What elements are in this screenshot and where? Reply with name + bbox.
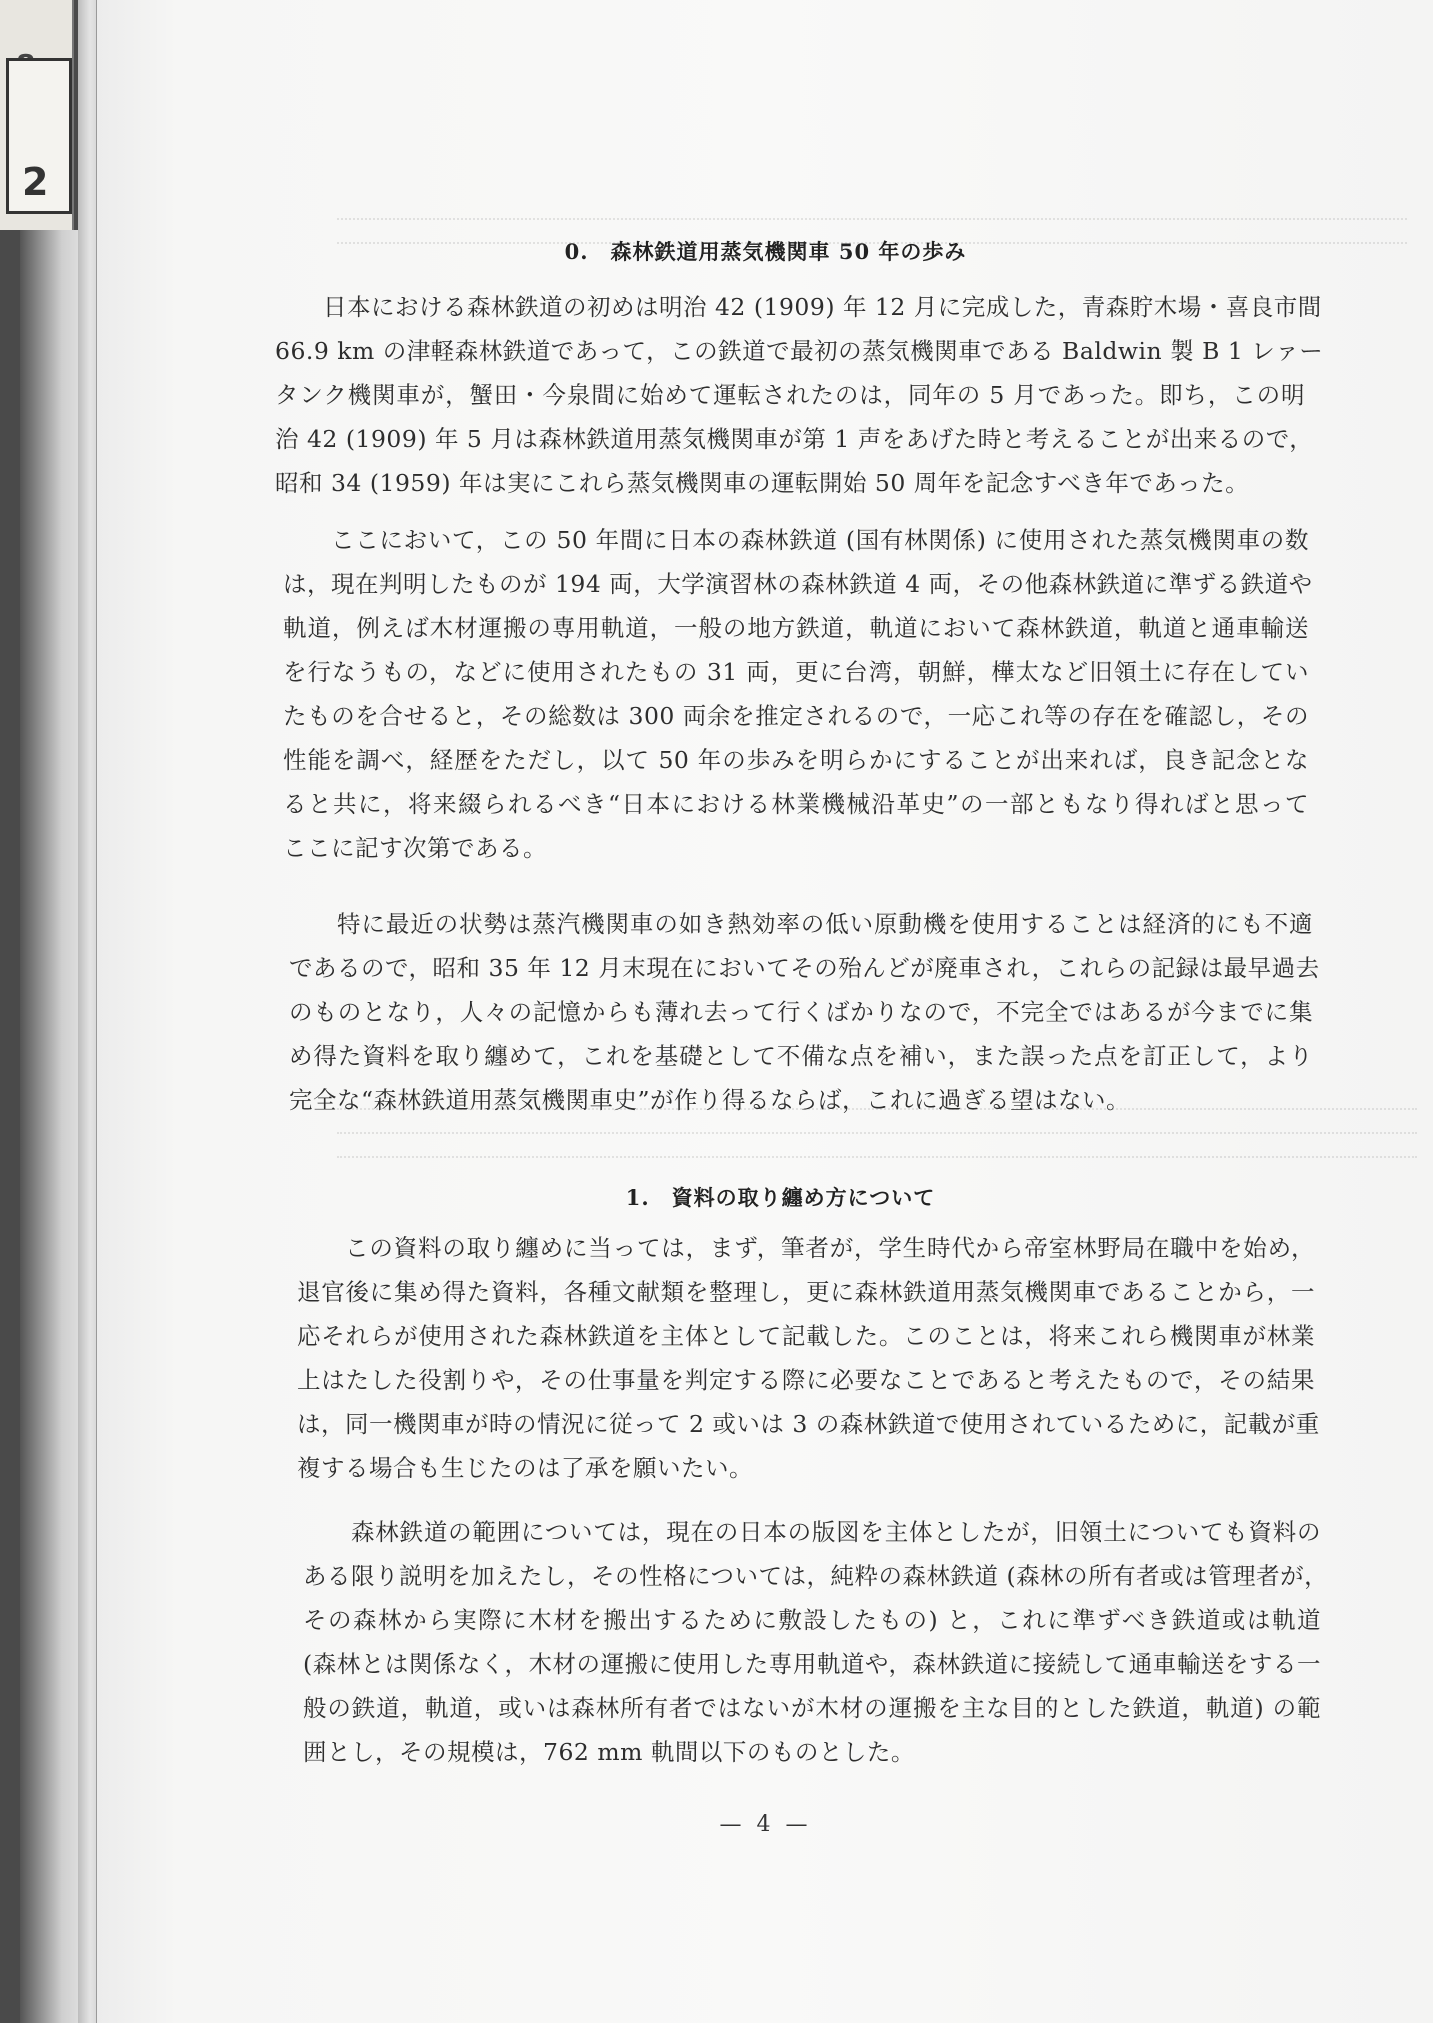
section-0-paragraph-3 bbox=[289, 902, 1320, 1122]
index-tab-label: 2 bbox=[22, 160, 49, 204]
text-line: ると共に，将来綴られるべき“日本における林業機械沿革史”の一部ともなり得ればと思って bbox=[283, 790, 1309, 818]
text-line: 性能を調べ，経歴をただし，以て 50 年の歩みを明らかにすることが出来れば，良き記念とな bbox=[283, 746, 1309, 774]
index-tab bbox=[0, 0, 74, 230]
text-line: 応それらが使用された森林鉄道を主体として記載した。このことは，将来これら機関車が林業 bbox=[297, 1322, 1315, 1350]
show-through-line bbox=[337, 218, 1407, 221]
text-line: 昭和 34 (1959) 年は実にこれら蒸気機関車の運転開始 50 周年を記念すべき年であった。 bbox=[275, 469, 1250, 497]
section-0-paragraph-2 bbox=[283, 518, 1313, 870]
section-1-paragraph-2 bbox=[303, 1510, 1329, 1774]
section-1-paragraph-1 bbox=[297, 1226, 1320, 1490]
text-line: ある限り説明を加えたし，その性格については，純粋の森林鉄道 (森林の所有者或は管理者が， bbox=[303, 1562, 1329, 1590]
text-line: 特に最近の状勢は蒸汽機関車の如き熱効率の低い原動機を使用することは経済的にも不適 bbox=[337, 910, 1313, 938]
text-line: 日本における森林鉄道の初めは明治 42 (1909) 年 12 月に完成した，青森貯木場・喜良市間 bbox=[323, 293, 1322, 321]
show-through-line bbox=[337, 1156, 1417, 1159]
text-line: 66.9 km の津軽森林鉄道であって，この鉄道で最初の蒸気機関車である Baldwin 製 B 1 レァー bbox=[275, 337, 1324, 365]
text-line: は，現在判明したものが 194 両，大学演習林の森林鉄道 4 両，その他森林鉄道に準ずる鉄道や bbox=[283, 570, 1313, 598]
text-line: であるので，昭和 35 年 12 月末現在においてその殆んどが廃車され，これらの記録は最早過去 bbox=[289, 954, 1320, 982]
section-0-number: 0. bbox=[564, 239, 589, 264]
text-line: タンク機関車が，蟹田・今泉間に始めて運転されたのは，同年の 5 月であった。即ち，この明 bbox=[275, 381, 1305, 409]
text-line: のものとなり，人々の記憶からも薄れ去って行くばかりなので，不完全ではあるが今までに集 bbox=[289, 998, 1313, 1026]
text-line: 軌道，例えば木材運搬の専用軌道，一般の地方鉄道，軌道において森林鉄道，軌道と通車輸送 bbox=[283, 614, 1309, 642]
section-0-title: 森林鉄道用蒸気機関車 50 年の歩み bbox=[610, 239, 967, 264]
text-line: たものを合せると，その総数は 300 両余を推定されるので，一応これ等の存在を確認し，その bbox=[283, 702, 1309, 730]
text-line: ここにおいて，この 50 年間に日本の森林鉄道 (国有林関係) に使用された蒸気機関車の数 bbox=[331, 526, 1309, 554]
section-0-paragraph-1 bbox=[275, 285, 1324, 505]
show-through-line bbox=[337, 1132, 1417, 1135]
section-1-title: 資料の取り纏め方について bbox=[671, 1185, 936, 1210]
text-line: ここに記す次第である。 bbox=[283, 834, 547, 862]
text-line: 森林鉄道の範囲については，現在の日本の版図を主体としたが，旧領土についても資料の bbox=[351, 1518, 1321, 1546]
text-line: (森林とは関係なく，木材の運搬に使用した専用軌道や，森林鉄道に接続して通車輸送をする一 bbox=[303, 1650, 1321, 1678]
text-line: は，同一機関車が時の情況に従って 2 或いは 3 の森林鉄道で使用されているために，記載が重 bbox=[297, 1410, 1320, 1438]
text-line: 退官後に集め得た資料，各種文献類を整理し，更に森林鉄道用蒸気機関車であることから，一 bbox=[297, 1278, 1315, 1306]
text-line: この資料の取り纏めに当っては，まず，筆者が，学生時代から帝室林野局在職中を始め， bbox=[345, 1234, 1315, 1262]
text-line: その森林から実際に木材を搬出するために敷設したもの) と，これに準ずべき鉄道或は軌道 bbox=[303, 1606, 1321, 1634]
text-line: 般の鉄道，軌道，或いは森林所有者ではないが木材の運搬を主な目的とした鉄道，軌道) の範 bbox=[303, 1694, 1321, 1722]
text-line: を行なうもの，などに使用されたもの 31 両，更に台湾，朝鮮，樺太など旧領土に存在してい bbox=[283, 658, 1309, 686]
document-page bbox=[96, 0, 1433, 2023]
section-1-heading bbox=[97, 1182, 1433, 1212]
section-1-number: 1. bbox=[625, 1185, 650, 1210]
text-line: 完全な“森林鉄道用蒸気機関車史”が作り得るならば，これに過ぎる望はない。 bbox=[289, 1086, 1131, 1114]
text-line: 治 42 (1909) 年 5 月は森林鉄道用蒸気機関車が第 1 声をあげた時と考えることが出来るので， bbox=[275, 425, 1314, 453]
text-line: め得た資料を取り纏めて，これを基礎として不備な点を補い，また誤った点を訂正して，より bbox=[289, 1042, 1313, 1070]
text-line: 複する場合も生じたのは了承を願いたい。 bbox=[297, 1454, 753, 1482]
section-0-heading bbox=[97, 236, 1433, 266]
text-line: 上はたした役割りや，その仕事量を判定する際に必要なことであると考えたもので，その結果 bbox=[297, 1366, 1315, 1394]
text-line: 囲とし，その規模は，762 mm 軌間以下のものとした。 bbox=[303, 1738, 915, 1766]
page-number: — 4 — bbox=[719, 1812, 812, 1837]
page-content bbox=[97, 0, 1433, 2023]
